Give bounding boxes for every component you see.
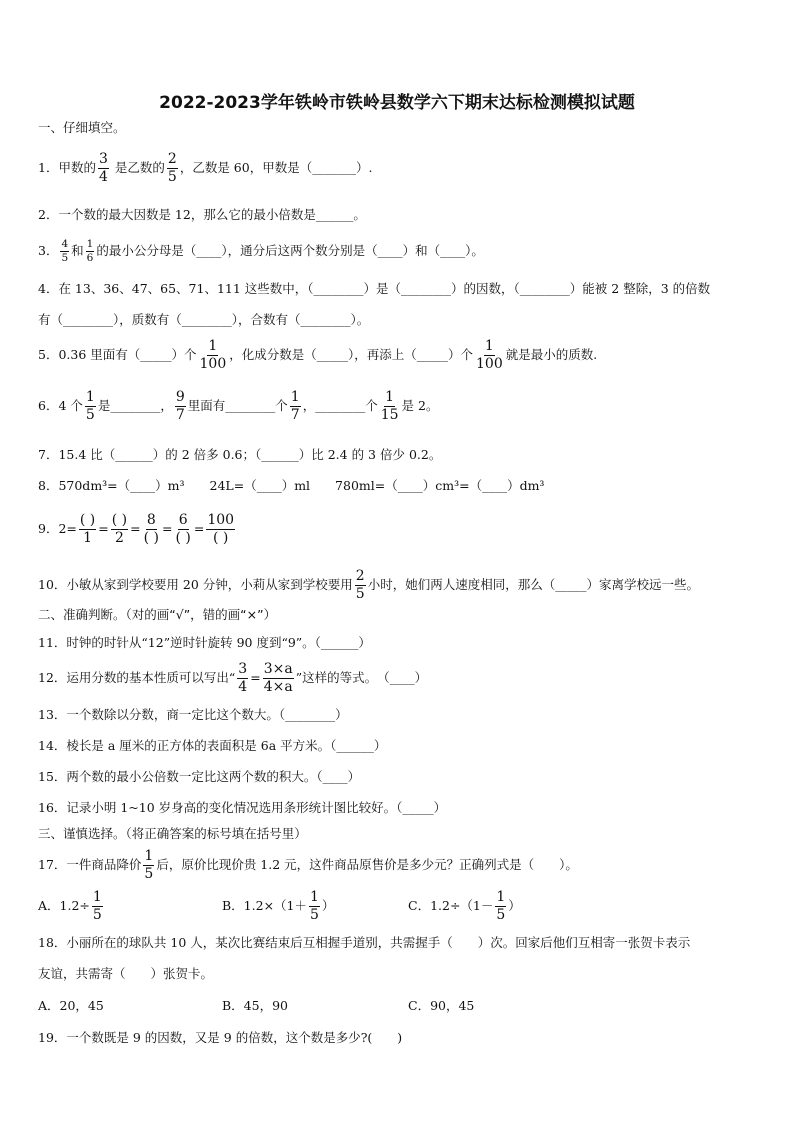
question-1 — [38, 152, 764, 184]
question-17 — [38, 849, 764, 881]
question-14: 14．棱长是 a 厘米的正方体的表面积是 6a 平方米。（______） — [38, 738, 387, 753]
question-17-options — [38, 890, 764, 922]
question-18-line-2: 友谊，共需寄（ ）张贺卡。 — [38, 966, 214, 981]
option-b: B．45，90 — [222, 998, 288, 1013]
q1-text-b: 是乙数的 — [114, 159, 165, 175]
q1-text-c: ，乙数是 60，甲数是（_______）. — [179, 159, 373, 175]
q3-text-c: 的最小公分母是（____），通分后这两个数分别是（____）和（____）。 — [96, 243, 484, 259]
question-6 — [38, 390, 764, 422]
option-b: B．1.2×（1＋ 1 5 ） — [222, 889, 335, 923]
q6-text-e: 是 2。 — [401, 397, 439, 413]
fraction: 1 5 — [310, 889, 319, 923]
fraction: $\frac{1}{5}$ — [92, 889, 102, 923]
question-11: 11．时钟的时针从“12”逆时针旋转 90 度到“9”。（______） — [38, 635, 371, 650]
page-title: 2022-2023学年铁岭市铁岭县数学六下期末达标检测模拟试题 — [159, 93, 635, 113]
equals-sign: = — [98, 520, 109, 536]
fraction: $\frac{3\times a}{4\times a}$ — [263, 661, 293, 695]
question-5 — [38, 339, 764, 371]
fraction: 8 ( ) — [143, 512, 159, 546]
question-18-options — [38, 1000, 764, 1013]
q6-text-b: 是________， — [97, 397, 173, 413]
question-16: 16．记录小明 1~10 岁身高的变化情况选用条形统计图比较好。（_____） — [38, 800, 447, 815]
equals-sign: = — [193, 520, 205, 536]
q6-text-a: 6．4 个 — [38, 397, 83, 413]
fraction: ( ) 1 — [79, 512, 96, 546]
question-19: 19．一个数既是 9 的因数，又是 9 的倍数，这个数是多少?( ) — [38, 1030, 403, 1045]
fraction: 1 5 — [85, 389, 95, 423]
q3-text-a: 3． — [38, 243, 59, 259]
fraction: 1 100 — [199, 338, 227, 372]
section-3-heading: 三、谨慎选择。（将正确答案的标号填在括号里） — [38, 826, 307, 841]
fraction: 100 ( ) — [207, 512, 235, 546]
q1-text-a: 1．甲数的 — [38, 159, 96, 175]
question-2: 2．一个数的最大因数是 12，那么它的最小倍数是______。 — [38, 207, 366, 222]
fraction: 1 6 — [86, 238, 94, 265]
fraction: 1 5 — [496, 889, 506, 923]
q6-text-d: ，________个 — [302, 397, 378, 413]
fraction: ( ) 2 — [111, 512, 128, 546]
q5-text-b: ，化成分数是（_____），再添上（_____）个 — [229, 346, 474, 362]
q5-text-a: 5．0.36 里面有（_____）个 — [38, 346, 197, 362]
q9-text-a: 9．2= — [38, 520, 77, 536]
fraction: 6 ( ) — [175, 512, 191, 546]
question-4-line-2: 有（________），质数有（________），合数有（________）。 — [38, 312, 370, 327]
fraction: 1 7 — [290, 389, 300, 423]
fraction: 1 5 — [144, 848, 154, 882]
question-9 — [38, 513, 764, 545]
fraction: 2 5 — [355, 568, 365, 602]
option-a: A．1.2÷ $\frac{1}{5}$ — [38, 889, 102, 923]
q10-text-a: 10．小敏从家到学校要用 20 分钟，小莉从家到学校要用 — [38, 576, 353, 592]
fraction: 1 100 — [476, 338, 503, 372]
fraction: 2 5 — [167, 151, 177, 185]
section-2-heading: 二、准确判断。（对的画“√”，错的画“×”） — [38, 607, 277, 622]
question-10 — [38, 569, 764, 601]
option-a: A．20，45 — [38, 998, 104, 1013]
q6-text-c: 里面有________个 — [187, 397, 288, 413]
section-1-heading: 一、仔细填空。 — [38, 120, 126, 135]
question-13: 13．一个数除以分数，商一定比这个数大。（________） — [38, 707, 348, 722]
question-15: 15．两个数的最小公倍数一定比这两个数的积大。（____） — [38, 769, 361, 784]
question-12 — [38, 662, 764, 694]
question-3 — [38, 239, 764, 264]
q3-text-b: 和 — [71, 243, 84, 259]
equals-sign: = — [250, 669, 261, 685]
option-c: C．90，45 — [408, 998, 475, 1013]
equals-sign: = — [130, 520, 141, 536]
question-4-line-1: 4．在 13、36、47、65、71、111 这些数中，（________）是（________）的因数，（________）能被 2 整除，3 的倍数 — [38, 281, 711, 296]
question-8: 8．570dm³=（____）m³ 24L=（____）ml 780ml=（____）cm³=（____）dm³ — [38, 478, 545, 493]
q12-text-b: ”这样的等式。 （____） — [295, 669, 428, 685]
equals-sign: = — [161, 520, 173, 536]
option-c: C．1.2÷（1－ 1 5 ） — [408, 889, 521, 923]
q10-text-b: 小时，她们两人速度相同，那么（_____）家离学校远一些。 — [367, 576, 699, 592]
fraction: $\frac{3}{4}$ — [238, 661, 248, 695]
question-18-line-1: 18．小丽所在的球队共 10 人，某次比赛结束后互相握手道别，共需握手（ ）次。回家后他们互相寄一张贺卡表示 — [38, 935, 691, 950]
fraction: 9 7 — [175, 389, 185, 423]
q17-text-a: 17．一件商品降价 — [38, 856, 142, 872]
q5-text-c: 就是最小的质数. — [505, 346, 598, 362]
q12-text-a: 12．运用分数的基本性质可以写出“ — [38, 669, 236, 685]
question-7: 7．15.4 比（______）的 2 倍多 0.6；（______）比 2.4 的 3 倍少 0.2。 — [38, 447, 442, 462]
fraction: 4 5 — [61, 238, 69, 265]
fraction: 3 4 — [98, 151, 108, 185]
q17-text-b: 后，原价比现价贵 1.2 元，这件商品原售价是多少元？正确列式是（ ）。 — [156, 856, 578, 872]
fraction: 1 15 — [380, 389, 399, 423]
